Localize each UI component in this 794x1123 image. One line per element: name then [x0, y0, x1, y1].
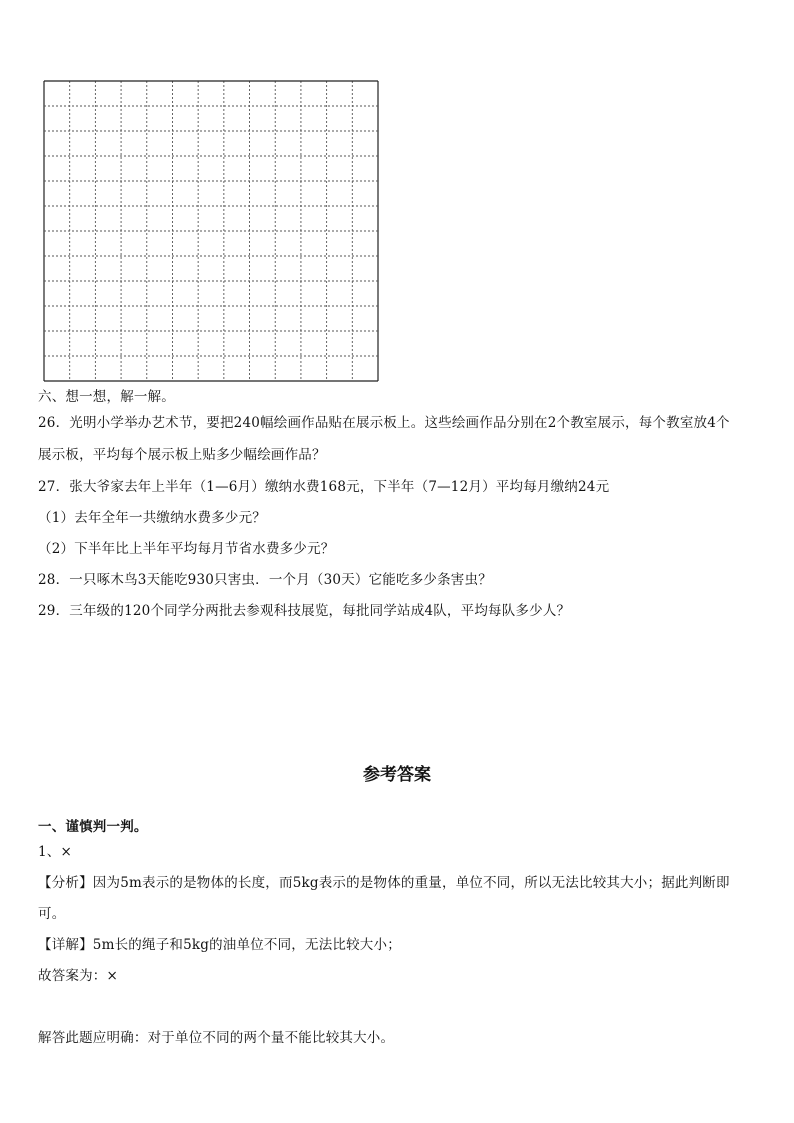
grid-lines	[43, 80, 379, 382]
answer-title: 参考答案	[363, 765, 431, 785]
question-28: 28．一只啄木鸟3天能吃930只害虫．一个月（30天）它能吃多少条害虫？	[38, 572, 492, 588]
question-27-line-1: 27．张大爷家去年上半年（1—6月）缴纳水费168元，下半年（7—12月）平均每月缴纳24元	[38, 479, 610, 495]
answer-item-1: 1、×	[38, 844, 73, 860]
section-one-heading: 一、谨慎判一判。	[38, 819, 148, 835]
question-27-sub-1: （1）去年全年一共缴纳水费多少元？	[38, 510, 266, 526]
detail-line: 【详解】5m长的绳子和5kg的油单位不同，无法比较大小；	[38, 937, 401, 953]
question-29: 29．三年级的120个同学分两批去参观科技展览，每批同学站成4队，平均每队多少人？	[38, 603, 571, 619]
section-six-heading: 六、想一想，解一解。	[38, 389, 175, 405]
analysis-line-2: 可。	[38, 906, 66, 922]
analysis-line-1: 【分析】因为5m表示的是物体的长度，而5kg表示的是物体的重量，单位不同，所以无法比较其大小；据此判断即	[38, 875, 730, 891]
note-line: 解答此题应明确：对于单位不同的两个量不能比较其大小。	[38, 1030, 395, 1046]
conclusion-line: 故答案为：×	[38, 968, 119, 984]
square-grid	[43, 80, 379, 382]
question-26-line-2: 展示板，平均每个展示板上贴多少幅绘画作品？	[38, 447, 326, 463]
question-26-line-1: 26．光明小学举办艺术节，要把240幅绘画作品贴在展示板上。这些绘画作品分别在2个教室展示，每个教室放4个	[38, 415, 730, 431]
question-27-sub-2: （2）下半年比上半年平均每月节省水费多少元？	[38, 541, 335, 557]
